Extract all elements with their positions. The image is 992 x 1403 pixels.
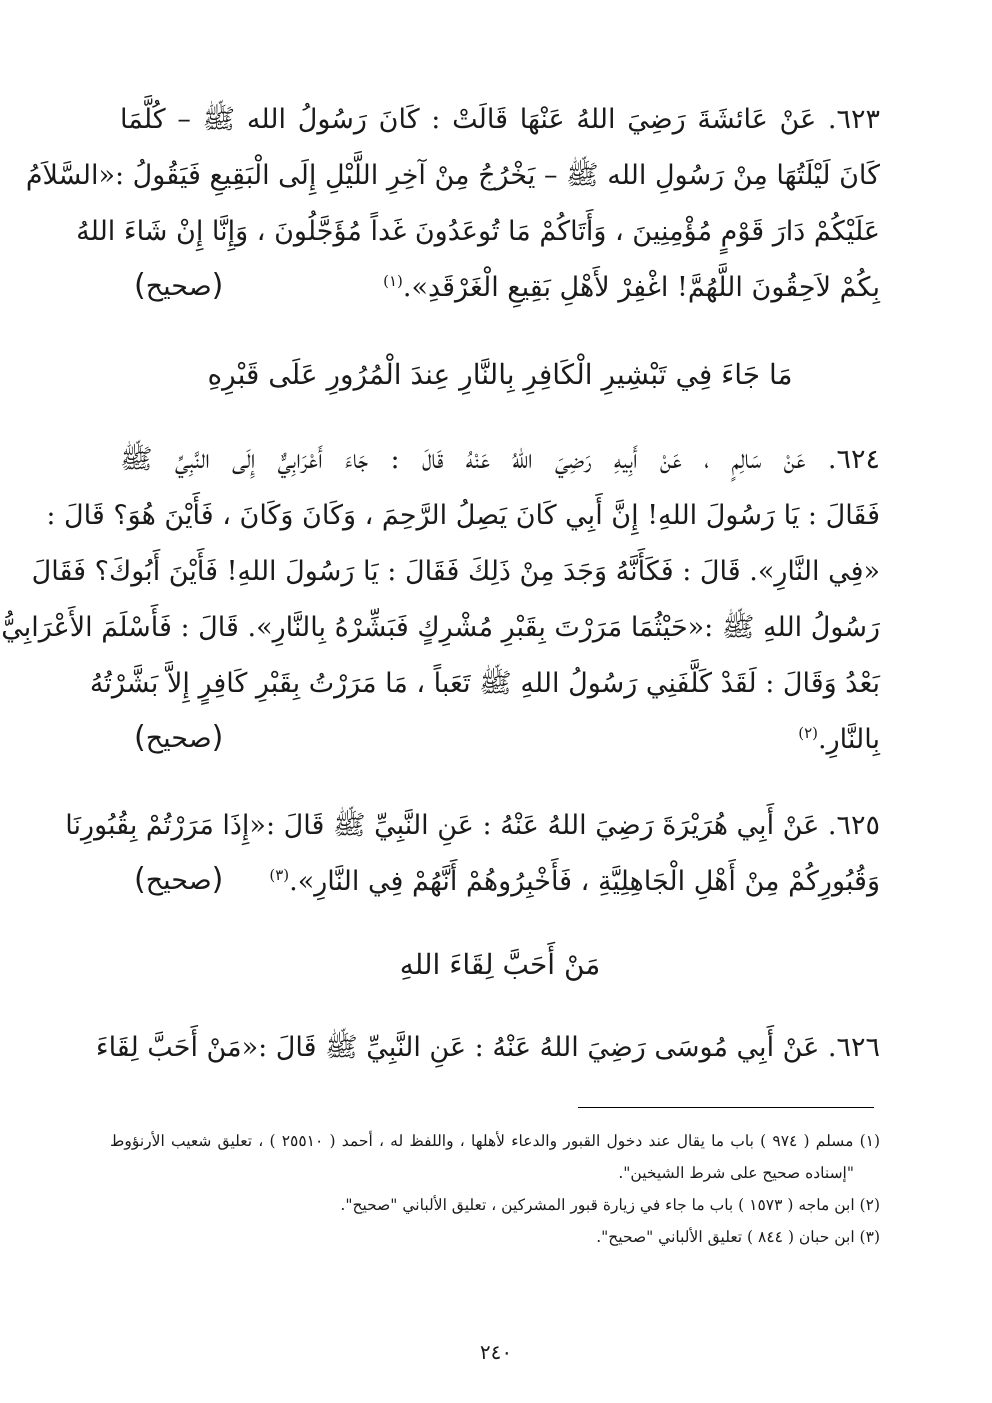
hadith-624 xyxy=(1,432,880,768)
hadith-line: بَعْدُ وَقَالَ : لَقَدْ كَلَّفَنِي رَسُولُ اللهِ ﷺ تَعَباً ، مَا مَرَرْتُ بِقَبْرِ كَافِرٍ إِلاَّ بَشَّرْتُهُ xyxy=(89,668,880,699)
footnote: (١) مسلم ( ٩٧٤ ) باب ما يقال عند دخول القبور والدعاء لأهلها ، واللفظ له ، أحمد ( ٢٥٥١٠ ) ، تعليق شعيب الأرنؤوط xyxy=(110,1132,881,1150)
hadith-line: بِكُمْ لاَحِقُونَ اللَّهُمَّ! اغْفِرْ لأَهْلِ بَقِيعِ الْغَرْقَدِ». xyxy=(402,272,880,303)
footnote-ref[interactable]: (٢) xyxy=(798,724,819,742)
page-number: ٢٤٠ xyxy=(479,1340,513,1364)
hadith-line-last xyxy=(120,854,880,910)
hadith-line-last xyxy=(120,260,880,316)
hadith-line: رَسُولُ اللهِ ﷺ :«حَيْثُمَا مَرَرْتَ بِقَبْرِ مُشْرِكٍ فَبَشِّرْهُ بِالنَّارِ». قَالَ : فَأَسْلَمَ الأَعْرَابِيُّ xyxy=(1,612,880,643)
chapter-heading: مَا جَاءَ فِي تَبْشِيرِ الْكَافِرِ بِالنَّارِ عِندَ الْمُرُورِ عَلَى قَبْرِهِ xyxy=(207,358,793,391)
footnote-ref[interactable]: (٣) xyxy=(269,866,290,884)
hadith-line: ٦٢٦. عَنْ أَبِي مُوسَى رَضِيَ اللهُ عَنْهُ : عَنِ النَّبِيِّ ﷺ قَالَ :«مَنْ أَحَبَّ لِقَاءَ xyxy=(95,1032,880,1063)
chapter-heading: مَنْ أَحَبَّ لِقَاءَ اللهِ xyxy=(399,948,601,981)
grade-label: (صحيح) xyxy=(134,268,224,303)
hadith-line: ٦٢٤. عَنْ سَالِمٍ ، عَنْ أَبِيهِ رَضِيَ اللهُ عَنْهُ قَالَ : جَاءَ أَعْرَابِيٌّ إِلَى النَّبِيِّ ﷺ xyxy=(120,444,880,475)
hadith-line: وَقُبُورِكُمْ مِنْ أَهْلِ الْجَاهِلِيَّةِ ، فَأَخْبِرُوهُمْ أَنَّهُمْ فِي النَّارِ». xyxy=(289,866,880,897)
footnote-separator xyxy=(578,1107,874,1108)
hadith-line: عَلَيْكُمْ دَارَ قَوْمٍ مُؤْمِنِينَ ، وَأَتَاكُمْ مَا تُوعَدُونَ غَداً مُؤَجَّلُونَ ، وَإِنَّا إِنْ شَاءَ اللهُ xyxy=(76,216,880,247)
hadith-623 xyxy=(25,92,880,316)
grade-label: (صحيح) xyxy=(134,862,224,897)
hadith-line: فَقَالَ : يَا رَسُولَ اللهِ! إِنَّ أَبِي كَانَ يَصِلُ الرَّحِمَ ، وَكَانَ وَكَانَ ، فَأَيْنَ هُوَ؟ قَالَ : xyxy=(46,500,880,531)
footnote-ref[interactable]: (١) xyxy=(383,272,403,290)
hadith-line: ٦٢٥. عَنْ أَبِي هُرَيْرَةَ رَضِيَ اللهُ عَنْهُ : عَنِ النَّبِيِّ ﷺ قَالَ :«إِذَا مَرَرْتُمْ بِقُبُورِنَا xyxy=(65,810,880,841)
hadith-line: ٦٢٣. عَنْ عَائشَةَ رَضِيَ اللهُ عَنْهَا قَالَتْ : كَانَ رَسُولُ الله ﷺ – كُلَّمَا xyxy=(120,104,880,135)
footnote: (٢) ابن ماجه ( ١٥٧٣ ) باب ما جاء في زيارة قبور المشركين ، تعليق الألباني "صحيح". xyxy=(340,1196,880,1214)
footnotes xyxy=(110,1125,880,1253)
footnote-continuation: "إسناده صحيح على شرط الشيخين". xyxy=(618,1164,854,1182)
hadith-line-last xyxy=(120,712,880,768)
grade-label: (صحيح) xyxy=(134,720,224,755)
hadith-line: بِالنَّارِ. xyxy=(818,724,880,755)
footnote: (٣) ابن حبان ( ٨٤٤ ) تعليق الألباني "صحيح". xyxy=(596,1228,880,1246)
hadith-625 xyxy=(65,798,880,910)
hadith-line: كَانَ لَيْلَتُهَا مِنْ رَسُولِ الله ﷺ – يَخْرُجُ مِنْ آخِرِ اللَّيْلِ إِلَى الْبَقِيعِ فَيَقُولُ :«السَّلاَمُ xyxy=(25,160,880,191)
hadith-line: «فِي النَّارِ». قَالَ : فَكَأَنَّهُ وَجَدَ مِنْ ذَلِكَ فَقَالَ : يَا رَسُولَ اللهِ! فَأَيْنَ أَبُوكَ؟ فَقَالَ xyxy=(31,556,880,587)
hadith-626 xyxy=(95,1020,880,1076)
